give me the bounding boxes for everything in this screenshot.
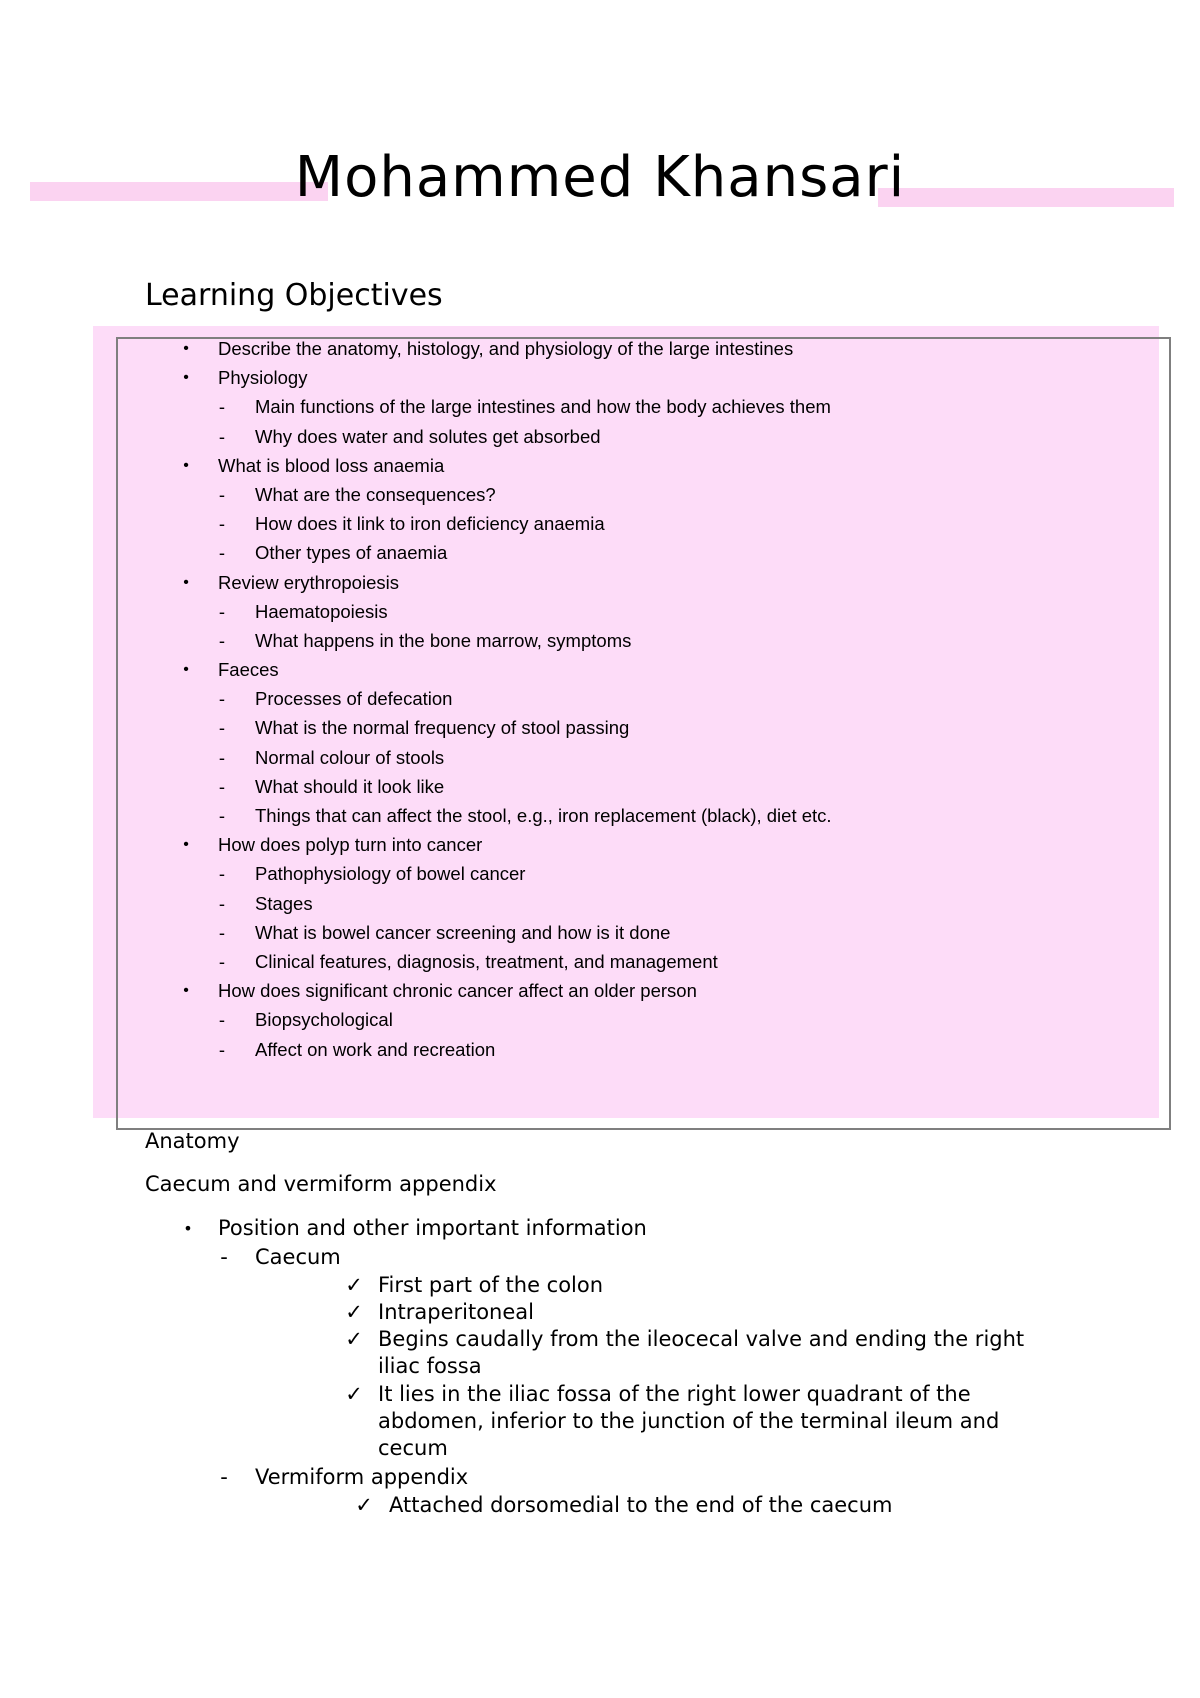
check-icon: ✓ xyxy=(345,1327,363,1351)
objective-text: Describe the anatomy, histology, and physiology of the large intestines xyxy=(218,338,794,359)
objective-text: What are the consequences? xyxy=(255,483,496,505)
objective-subitem xyxy=(0,392,1200,421)
objective-item xyxy=(0,451,1200,480)
appendix-point: Attached dorsomedial to the end of the caecum xyxy=(389,1493,893,1517)
dash-marker: - xyxy=(218,775,226,797)
objective-text: Faeces xyxy=(218,659,279,681)
objective-text: Why does water and solutes get absorbed xyxy=(255,425,601,447)
dash-marker: - xyxy=(218,513,226,535)
objective-text: Haematopoiesis xyxy=(255,600,388,622)
objective-item xyxy=(0,976,1200,1005)
bullet-marker: • xyxy=(183,982,189,1000)
objective-text: How does significant chronic cancer affect an older person xyxy=(218,980,697,1002)
learning-objectives-list xyxy=(0,334,1200,1064)
objective-text: Main functions of the large intestines and how the body achieves them xyxy=(255,396,831,418)
dash-marker: - xyxy=(218,600,226,622)
objective-subitem xyxy=(0,889,1200,918)
objective-text: What is bowel cancer screening and how is it done xyxy=(255,921,671,943)
dash-marker: - xyxy=(218,950,226,972)
dash-marker: - xyxy=(218,1009,226,1031)
objective-text: How does polyp turn into cancer xyxy=(218,834,483,856)
objective-subitem xyxy=(0,801,1200,830)
objective-item xyxy=(0,334,1200,363)
objective-text: Processes of defecation xyxy=(255,688,453,710)
caecum-appendix-subheading: Caecum and vermiform appendix xyxy=(145,1172,497,1196)
objective-text: Clinical features, diagnosis, treatment, and management xyxy=(255,950,718,972)
objective-subitem xyxy=(0,422,1200,451)
objective-subitem xyxy=(0,1005,1200,1034)
objective-item xyxy=(0,363,1200,392)
objective-text: Normal colour of stools xyxy=(255,746,445,768)
dash-marker: - xyxy=(220,1245,228,1269)
objective-subitem xyxy=(0,480,1200,509)
caecum-point: Intraperitoneal xyxy=(378,1300,534,1324)
objective-subitem xyxy=(0,859,1200,888)
dash-marker: - xyxy=(218,688,226,710)
bullet-marker: • xyxy=(183,369,189,387)
dash-marker: - xyxy=(218,396,226,418)
check-icon: ✓ xyxy=(355,1493,373,1517)
objective-text: How does it link to iron deficiency anaemia xyxy=(255,513,605,535)
bullet-marker: • xyxy=(183,456,189,474)
bullet-marker: • xyxy=(183,1219,193,1238)
position-info-bullet: Position and other important information xyxy=(218,1216,647,1240)
check-icon: ✓ xyxy=(345,1273,363,1297)
learning-objectives-heading: Learning Objectives xyxy=(145,278,443,313)
dash-marker: - xyxy=(218,892,226,914)
check-icon: ✓ xyxy=(345,1382,363,1406)
dash-marker: - xyxy=(218,629,226,651)
objective-text: Biopsychological xyxy=(255,1009,393,1031)
objective-text: Physiology xyxy=(218,367,308,389)
bullet-marker: • xyxy=(183,340,189,357)
caecum-point: First part of the colon xyxy=(378,1273,604,1297)
objective-text: Affect on work and recreation xyxy=(255,1038,496,1060)
caecum-label: Caecum xyxy=(255,1245,341,1269)
objective-text: What is blood loss anaemia xyxy=(218,454,445,476)
dash-marker: - xyxy=(220,1465,228,1489)
bullet-marker: • xyxy=(183,836,189,854)
objective-item xyxy=(0,830,1200,859)
appendix-label: Vermiform appendix xyxy=(255,1465,469,1489)
objective-subitem xyxy=(0,509,1200,538)
page-title: Mohammed Khansari xyxy=(294,145,906,210)
check-icon: ✓ xyxy=(345,1300,363,1324)
bullet-marker: • xyxy=(183,573,189,591)
objective-text: Review erythropoiesis xyxy=(218,571,399,593)
dash-marker: - xyxy=(218,805,226,826)
caecum-point: It lies in the iliac fossa of the right lower quadrant of the abdomen, inferior to the junction of the terminal ileum and cecum xyxy=(378,1382,1000,1460)
objective-subitem xyxy=(0,918,1200,947)
objective-subitem xyxy=(0,684,1200,713)
objective-subitem xyxy=(0,538,1200,567)
dash-marker: - xyxy=(218,921,226,943)
objective-text: What is the normal frequency of stool passing xyxy=(255,717,630,739)
dash-marker: - xyxy=(218,542,226,564)
objective-subitem xyxy=(0,1035,1200,1064)
objective-text: Stages xyxy=(255,892,313,914)
objective-subitem xyxy=(0,713,1200,742)
dash-marker: - xyxy=(218,1038,226,1060)
anatomy-heading: Anatomy xyxy=(145,1129,240,1153)
bullet-marker: • xyxy=(183,661,189,679)
dash-marker: - xyxy=(218,483,226,505)
objective-item xyxy=(0,655,1200,684)
objective-subitem xyxy=(0,626,1200,655)
objective-text: What happens in the bone marrow, symptoms xyxy=(255,629,632,651)
objective-item xyxy=(0,568,1200,597)
dash-marker: - xyxy=(218,746,226,768)
objective-text: Pathophysiology of bowel cancer xyxy=(255,863,526,885)
objective-subitem xyxy=(0,743,1200,772)
objective-text: What should it look like xyxy=(255,775,445,797)
objective-text: Things that can affect the stool, e.g., iron replacement (black), diet etc. xyxy=(255,805,832,826)
caecum-point: Begins caudally from the ileocecal valve and ending the right iliac fossa xyxy=(378,1327,1025,1378)
objective-subitem xyxy=(0,597,1200,626)
objective-subitem xyxy=(0,947,1200,976)
dash-marker: - xyxy=(218,717,226,739)
objective-subitem xyxy=(0,772,1200,801)
dash-marker: - xyxy=(218,863,226,885)
dash-marker: - xyxy=(218,425,226,447)
objective-text: Other types of anaemia xyxy=(255,542,448,564)
